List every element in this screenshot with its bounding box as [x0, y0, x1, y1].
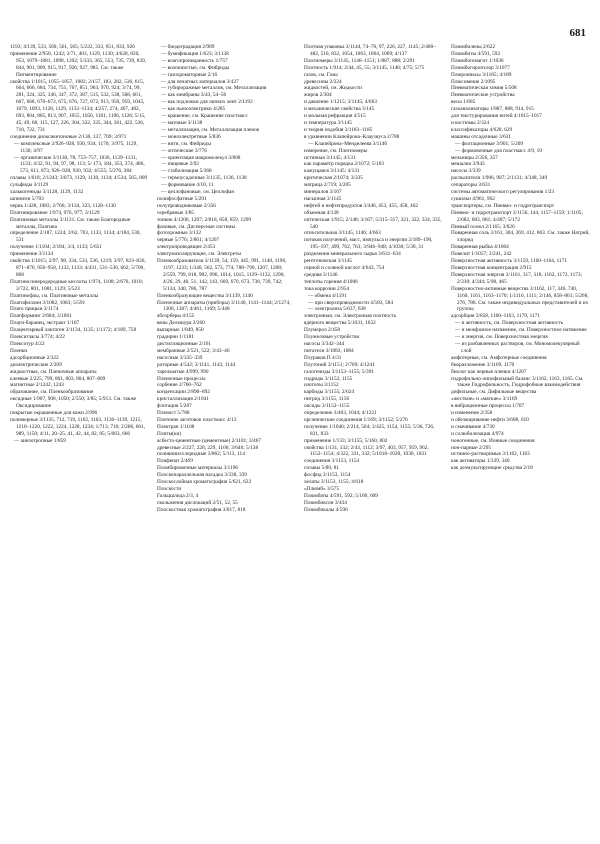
- index-entry: и обезжиривание нефти 3/608, 610: [451, 416, 529, 423]
- index-entry: Поверхностная концентрация 2/915: [451, 265, 532, 271]
- index-entry: соединения 3/1153, 1154: [304, 458, 360, 465]
- index-entry: — нити, см. Фибриды: [161, 140, 211, 147]
- index-column-1: [10, 44, 149, 834]
- index-entry: питатели 3/1083, 1084: [304, 347, 354, 354]
- index-entry: покрытые окрашенные для кожи 2/996: [10, 410, 98, 417]
- index-entry: газов, см. Газы: [304, 71, 338, 78]
- index-entry: Гольцшлида 2/3, 4: [157, 492, 199, 499]
- index-entry: оксидные 1/907, 908, 1050; 2/550; 3/85; 5/913. См. также Оксидирование: [10, 396, 137, 410]
- index-entry: — электролиза 5/637, 638: [308, 306, 366, 313]
- index-entry: — ориентация макромолекул 3/808: [161, 154, 241, 161]
- index-entry: — формовочные для пластмасс 4/9, 10: [455, 147, 542, 154]
- index-entry: и теория подобия 3/1183–1185: [304, 126, 373, 133]
- index-entry: Поваренная соль 3/161, 304, 369, 412, 803. См. также Натрий, хлорид: [451, 230, 590, 244]
- index-entry: применение 3/1134: [10, 251, 54, 258]
- index-entry: электронная, см. Электронная плотность: [304, 313, 397, 320]
- index-entry: биолог как черные пленки 4/1207: [451, 368, 527, 375]
- index-entry: относительная 3/1145, 1146; 4/663: [304, 230, 381, 237]
- index-entry: фосфид 3/1153, 1154: [304, 472, 351, 479]
- index-entry: и температура 3/1145: [304, 119, 352, 126]
- index-entry: Плужеловые устройства: [304, 334, 359, 341]
- index-entry: — как мембраны 3/43, 54–56: [161, 92, 227, 99]
- index-entry: — Клапейрона–Менделеева 3/1146: [308, 140, 388, 147]
- index-entry: магнитные 2/1242, 1243: [10, 382, 64, 389]
- index-entry: кажущаяся 3/1145; 4/131: [304, 168, 360, 175]
- index-entry: — и межфазное натяжение, см. Поверхностное натяжение: [455, 327, 587, 334]
- index-entry: Пломбировочные материалы 3/1196: [157, 465, 239, 472]
- index-entry: серной и соляной кислот 4/643, 754: [304, 265, 385, 271]
- index-entry: жидкостные, см. Пленочные аппараты: [10, 368, 97, 375]
- index-entry: — из разбавленных растворов, см. Мономолекулярный слой: [455, 340, 580, 354]
- index-entry: и давление 1/1215; 3/1145; 4/663: [304, 99, 377, 106]
- index-entry: и смачивание 4/730: [451, 423, 495, 430]
- index-entry: мембранные 2/521, 522; 3/43–46: [157, 347, 230, 354]
- index-entry: и солюбилизация 4/974: [451, 430, 504, 437]
- index-entry: машины отсадочные 3/631: [451, 133, 512, 140]
- index-entry: градирни 1/1181: [157, 334, 194, 341]
- index-entry: сорбение 2/760–762: [157, 382, 202, 389]
- index-entry: измерение, см. Плотномеры: [304, 147, 368, 154]
- index-entry: конденсации 2/890–892: [157, 389, 210, 396]
- index-entry: получение 1/1046; 2/214, 564; 3/425, 1154, 1155; 5/36, 726, 831, 833: [304, 423, 435, 437]
- index-entry: классификаторы 4/628, 629: [451, 126, 513, 133]
- index-entry: — биодеградация 2/989: [161, 44, 215, 50]
- index-entry: Плюмбогиропхлор 3/1077: [451, 64, 510, 71]
- index-entry: вязы Делмиура 3/260: [157, 320, 205, 327]
- index-entry: — газохроматорные 2/16: [161, 71, 218, 78]
- index-entry: Плюмбогемагит 1/1036: [451, 57, 504, 64]
- index-entry: газоанализаторы 1/887, 888, 914, 915: [451, 106, 534, 113]
- index-entry: сплавы 1/618; 2/1243; 3/873, 1129, 1130, 1134; 4/534, 565, 809: [10, 175, 148, 182]
- index-entry: Плексотур 4/22: [10, 340, 45, 347]
- index-entry: Платиносинеродородные кислоты 1/974, 1108; 2/676, 1018; 3/722, 801, 1081, 1129; 5/523: [10, 278, 144, 292]
- index-entry: Плексигласы 3/774; 4/22: [10, 334, 65, 341]
- index-entry: — бумификация 1/623; 3/1138: [161, 50, 229, 57]
- index-entry: древесины 2/224: [304, 78, 342, 85]
- index-entry: — волокнистые, см. Фибриды: [161, 64, 230, 71]
- index-entry: Пленкообразователи 3/1139, 54, 159, 445, 991, 1140, 1196, 1197, 1233; 1/340, 562, 573, 774, 788–790, 1207, 1208; 2/559, 799, 818, 982, 996, 1014, 1015, 1129–1132, 1296; 4/26, 29, 40, 51, 142, 143, 669, 670, 673, 738, 739, 742; 5/134, 340, 786, 787: [157, 258, 287, 292]
- index-entry: истинная 3/1145; 4/131: [304, 154, 356, 161]
- index-entry: Плумерол 2/458: [304, 327, 341, 334]
- index-entry: весы 1/685: [451, 99, 476, 106]
- index-entry: асбесто-цементные (цементные) 2/1101; 3/467: [157, 437, 262, 444]
- index-entry: применение 1/133; 3/1155; 5/160, 802: [304, 437, 388, 444]
- index-entry: и изменение 2/358: [451, 410, 493, 417]
- index-entry: Плутоний 3/1151; 2/769; 4/1241: [304, 361, 375, 368]
- index-entry: полупроводниковые 2/356: [157, 202, 216, 209]
- index-entry: Плюмбиксон 3/434: [304, 499, 347, 506]
- index-entry: насосные 3/335–339: [157, 354, 203, 361]
- index-entry: — обмена 4/1191: [308, 292, 347, 299]
- index-entry: распылители 1/906, 907; 2/1131; 4/348, 349: [451, 175, 548, 182]
- index-entry: — при сверхпроводимости 4/583, 584: [308, 299, 393, 306]
- index-entry: в уравнении Клапейрона–Клаузиуса 2/788: [304, 133, 400, 140]
- index-entry: изотопы 3/1152: [304, 382, 339, 389]
- index-entry: Плаун-баранец, экстракт 1/167: [10, 320, 80, 327]
- index-entry: — как пьезоэлектрики 4/285: [161, 106, 226, 113]
- index-entry: нефтей и нефтепродуктов 3/446, 453, 455, 458, 462: [304, 202, 418, 209]
- index-entry: фазовые, см. Дисперсные системы: [157, 223, 236, 230]
- page-number: 681: [569, 27, 586, 39]
- index-entry: серебряные 3/85: [157, 209, 195, 216]
- index-entry: скольжения дислокаций 2/51, 52, 55: [157, 499, 238, 506]
- index-entry: галогениды 3/1153–1155; 5/391: [304, 368, 374, 375]
- index-entry: оксиды 3/1152–1155: [304, 403, 350, 410]
- index-entry: Плюмбиты 4/591, 592: [451, 50, 501, 57]
- index-entry: теплоты горения 4/1006: [304, 278, 358, 285]
- index-entry: ядерного вещества 5/1031, 1032: [304, 320, 376, 327]
- index-entry: Пневмо- и гидротранспорт 3/1156, 144, 1157–1159; 1/1105; 2/682, 683, 881; 4/487; 5/172: [451, 209, 583, 223]
- index-entry: шпинели 5/703: [10, 195, 44, 202]
- index-entry: жиров 2/304: [304, 92, 332, 99]
- index-entry: мешалки 3/943: [451, 161, 485, 168]
- index-entry: — как подложки для липких лент 2/1192: [161, 99, 253, 106]
- index-entry: Поверхностно-активные вещества 3/1162, 117, 346, 740, 1160, 1161, 1163–1170; 1/1110, 1111; 2/146, 858–861; 5/268, 276, 786. См. также индивидуальных представителей и их группы: [451, 285, 589, 313]
- index-entry: Плектран 1/1108: [157, 423, 195, 430]
- index-entry: истинно-растворимые 3/1162, 1163: [451, 451, 530, 458]
- index-entry: Плураков П 4/31: [304, 354, 342, 361]
- index-entry: «жесткие» и «мягкие» 3/1169: [451, 396, 518, 403]
- index-entry: образование, см. Пленкообразование: [10, 389, 94, 396]
- index-entry: — для печатных материалов 3/437: [161, 78, 239, 85]
- index-entry: черные 5/776; 2/861; 4/1207: [157, 237, 220, 244]
- index-entry: — крашение, см. Крашение пластмасс: [161, 113, 248, 120]
- index-entry: Плато прицыи 3/1174: [10, 306, 59, 313]
- index-entry: нитрид 3/1155, 1156: [304, 396, 350, 403]
- index-entry: средняя 3/1146: [304, 271, 338, 278]
- index-entry: Плюмбикалы 4/596: [304, 506, 348, 513]
- index-entry: тонкие 4/1206, 1207; 2/818, 858, 859, 1299: [157, 216, 252, 223]
- index-entry: — термоусадочные 3/1135, 1136, 1138: [161, 175, 247, 182]
- index-entry: и механические свойства 3/145: [304, 106, 375, 113]
- index-entry: — оптические 3/776: [161, 147, 207, 154]
- index-entry: мельницы 2/356, 357: [451, 154, 498, 161]
- index-entry: для текстурирования нитей 4/1015–1017: [451, 113, 542, 120]
- index-entry: органические соединения 1/169; 3/1152; 5/276: [304, 416, 408, 423]
- index-entry: — влагопроницаемость 1/757: [161, 57, 228, 64]
- index-entry: кристаллизация 2/1041: [157, 396, 209, 403]
- index-entry: насосы 3/342–344: [304, 340, 345, 347]
- index-entry: дифильные, см. Дифильные вещества: [451, 389, 537, 396]
- index-entry: Пленочные аппараты (приборы) 3/1140, 1141–1144; 2/1274, 1306, 1307; 4/461, 1169; 5/448: [157, 299, 291, 313]
- index-entry: тарельчатые 4/999, 990: [157, 368, 209, 375]
- index-entry: абсорберы 4/155: [157, 313, 195, 320]
- index-entry: Плюрониксы 3/1165; 4/189: [451, 71, 512, 78]
- index-entry: поливинилхлоридные 3/862; 5/113, 114: [157, 451, 245, 458]
- index-entry: сульфиды 3/1129: [10, 182, 49, 189]
- index-entry: Плетение заготовок пластмасс 4/13: [157, 416, 237, 423]
- index-entry: и мольная рефракция 4/515: [304, 113, 366, 120]
- index-entry: жидкостей, см. Жидкости: [304, 85, 362, 92]
- index-entry: определение 2/187, 1224; 3/62, 703, 1133, 1134; 4/184, 530, 531: [10, 230, 141, 244]
- index-entry: 1193; 4/139, 533, 560, 561, 565; 5/222, 333, 651, 833, 926: [10, 44, 135, 50]
- index-entry: Плиты(ки): [157, 430, 182, 437]
- index-entry: матрица 2/719; 3/205: [304, 182, 351, 189]
- index-entry: Плоскости: [157, 486, 182, 492]
- index-entry: сплавы 5/80, 81: [304, 465, 339, 472]
- index-entry: Пленки: [10, 347, 28, 354]
- index-entry: Плюмбилены 2/622: [451, 44, 496, 50]
- index-entry: Плотномеры 3/1145, 1146–1151; 1/887, 888; 2/291: [304, 57, 415, 64]
- index-entry: — флотационные 3/901; 5/209: [455, 140, 524, 147]
- index-entry: насыпная 3/1145: [304, 195, 342, 202]
- index-entry: выпарные 1/849, 850: [157, 327, 204, 334]
- index-entry: роторные 4/542; 3/1141, 1143, 1144: [157, 361, 236, 368]
- index-entry: Пневматические устройства: [451, 92, 515, 99]
- index-entry: адсорбция 3/858, 1160–1163, 1170, 1171: [451, 313, 541, 320]
- index-entry: Плюмбаты 4/591, 592; 5/160, 609: [304, 492, 378, 499]
- index-entry: полифосфатные 5/201: [157, 195, 207, 202]
- index-entry: Пневый осмол 2/1165; 3/826: [451, 223, 515, 230]
- index-entry: гидриды 3/1152, 1155: [304, 375, 353, 382]
- index-entry: Плотная упаковка 3/1144, 74–76, 97, 226, 227, 1145; 2/480–482, 510, 832, 1054, 1063, 1064, 1069; 4/137: [304, 44, 436, 57]
- index-entry: свойства 1/1015, 1055–1057, 1082; 2/157, 183, 282, 536, 615, 664, 666, 684, 734, 751, 767, 851, 963, 970, 924; 3/74, 99, 281, 324, 325, 346, 347, 372, 387, 515, 532, 538, 568, 661, 667, 668, 670–672, 675, 676, 727, 872, 913, 950, 959, 1045, 1079, 1093, 1128, 1129, 1132–1134; 4/257, 274, 467, 482, 693, 804, 805, 813, 907, 1055, 1056, 1101, 1106, 1126; 5/15, 45, 49, 68, 115, 127, 226, 304, 332, 335, 344, 361, 422, 536, 710, 722, 731: [10, 78, 146, 133]
- index-entry: Плоскослойная хроматография 5/621, 622: [157, 479, 252, 486]
- index-entry: ион-парные 2/295: [451, 444, 492, 451]
- index-entry: фотохромные 3/132: [157, 230, 202, 237]
- index-entry: флотация 5/207: [157, 403, 192, 410]
- index-entry: — органические 3/1130, 78, 753–757, 1036, 1129–1131, 1133; 4/32, 91, 94, 97, 98, 113; 5/ 173, 184, 353, 374, 486, 573, 611, 873, 926–928, 930, 932; 4/555; 5/276, 384: [14, 154, 145, 175]
- index-entry: Плоскостная хроматография 3/817, 818: [157, 506, 246, 513]
- index-entry: Плифенат 2/469: [157, 458, 193, 465]
- index-entry: оптическая 1/915; 2/148; 3/167; 5/315–317, 321, 322, 334, 335, 540: [304, 216, 442, 230]
- index-entry: Плюсовение 2/1095: [451, 78, 496, 85]
- index-entry: рентгеновская 3/1145: [304, 258, 353, 265]
- index-entry: получение 1/1104; 2/184; 3/4, 1133; 5/651: [10, 244, 102, 251]
- index-entry: ионогенные, см. Ионные соединения: [451, 437, 535, 444]
- index-entry: — формование 4/10, 11: [161, 182, 214, 189]
- index-entry: Пленост 5/788: [157, 410, 190, 417]
- index-entry: Платинирование 1/974, 976, 977; 3/1129: [10, 209, 100, 216]
- index-entry: свойства 1/131, 132; 2/43, 1112; 3/97, 403, 957, 959, 962, 1152–1154; 4/322, 331, 332; 5/1018–1020, 1030, 1031: [304, 444, 429, 458]
- index-entry: как активаторы 1/339, 340: [451, 458, 510, 465]
- index-entry: объемная 4/138: [304, 209, 339, 216]
- index-column-3: [304, 44, 443, 834]
- index-entry: — анизотропные 1/859: [14, 437, 66, 444]
- index-entry: полимерные 3/1135, 712, 719, 1102, 1103, 1136–1139, 1215, 1218–1220, 1222, 1224, 1228, 1234; 1/713, 716; 2/286, 601, 989, 1150; 4/11, 20–25, 41, 42, 44, 82, 85; 5/663, 666: [10, 416, 146, 437]
- index-entry: разделения минерального сырья 3/631–634: [304, 251, 401, 258]
- index-entry: — комплексные 2/926–928, 930, 934, 1170; 3/975, 1129, 1130; 4/97: [14, 140, 138, 154]
- index-entry: системы автоматического регулирования 1/23: [451, 189, 555, 196]
- index-entry: электропроводящие 2/453: [157, 244, 216, 251]
- index-entry: Плоскопараллельная насадка 3/338, 339: [157, 472, 247, 479]
- index-entry: — губироражные металлов, см. Металлизация: [161, 85, 267, 92]
- index-entry: — пищевые 2/92: [161, 161, 199, 168]
- index-entry: сепараторы 3/631: [451, 182, 491, 189]
- index-entry: определение 3/403, 1044; 4/1221: [304, 410, 377, 417]
- index-entry: — стабилизация 5/368: [161, 168, 212, 175]
- index-entry: как деэмульгирующие средства 2/18: [451, 465, 533, 472]
- index-entry: — и активность, см. Поверхностная активность: [455, 320, 564, 327]
- index-entry: диэлектрические 2/209: [10, 361, 62, 368]
- index-columns: [10, 44, 590, 834]
- index-entry: хелаты 3/1153, 1155; 4/618: [304, 479, 364, 486]
- index-entry: Пленочные процессы: [157, 375, 206, 382]
- index-entry: чернь 1/428, 1083; 2/766; 3/134, 323, 1128–1130: [10, 202, 116, 209]
- index-entry: и костюмы 2/324: [451, 119, 490, 126]
- index-entry: дистилляционные 2/161: [157, 340, 212, 347]
- index-entry: потоков излучений, масс, импульса и энергии 2/189–190, 195–197, 499, 762, 763; 3/946–948; 4/1030; 5/30, 31: [304, 237, 433, 251]
- index-entry: адсорбционные 2/322: [10, 354, 59, 361]
- index-column-4: [451, 44, 590, 834]
- index-entry: критическая 2/1074; 3/335: [304, 175, 363, 182]
- index-entry: тока коррозии 2/954: [304, 285, 350, 292]
- index-entry: Поваренная рыбка 4/1004: [451, 244, 509, 251]
- index-entry: Пневматическая химия 5/508: [451, 85, 517, 92]
- index-entry: Плотность 1/914; 2/44, 45, 55; 3/1145, 1146; 4/75; 5/75: [304, 64, 425, 71]
- index-entry: халькогениды 3/1128, 1129, 1132: [10, 189, 84, 196]
- index-entry: клеевые 2/225, 799, 801, 803, 804, 807–809: [10, 375, 106, 382]
- index-entry: Плацентарный лактоген 3/1134, 1135; 1/1172; 4/189, 758: [10, 327, 137, 334]
- index-entry: транспортеры, см. Пневмо- и гидротранспорт: [451, 202, 555, 209]
- index-entry: биоразложение 3/1169, 1170: [451, 361, 515, 368]
- index-entry: Повелит 1/1057; 3/241, 242: [451, 251, 512, 258]
- index-entry: в вибрационные процессы 1/707: [451, 403, 525, 410]
- index-entry: — и энергия, см. Поверхностная энергия: [455, 334, 548, 341]
- index-entry: соединения диоксикетоновые 2/136, 137, 769; 3/971: [10, 133, 127, 140]
- index-entry: применение 2/950, 1242; 3/71, 403, 1129, 1130; 4/628, 820, 953, 1079–1081, 1098, 1202; 5/333, 365, 553, 735, 739, 839, 844, 901, 909, 915, 917, 926, 927, 985. См. также Пигментирование: [10, 50, 147, 78]
- index-entry: амфотерные, см. Амфотерные соединения: [451, 354, 547, 361]
- index-entry: сушилки 4/961, 962: [451, 195, 495, 202]
- index-entry: Платифиллин 3/1082, 1083; 5/591: [10, 299, 86, 306]
- index-entry: «Плюмб» 3/575: [304, 486, 340, 492]
- index-entry: как параметр порядка 2/1072; 5/103: [304, 161, 384, 168]
- index-entry: минералов 3/167: [304, 189, 342, 196]
- index-entry: Поверхностная энергия 3/1161, 317, 318, 1162, 1172, 1173; 2/318; 4/344; 5/98, 465: [451, 271, 583, 285]
- index-entry: карбиды 3/1155; 2/624: [304, 389, 354, 396]
- index-entry: Поверхностная активность 3/1159, 1160–1164, 1171: [451, 258, 567, 265]
- index-entry: Платиновые металлы 3/1131. См. также Благородные металлы, Платина: [10, 216, 131, 230]
- index-entry: свойства 1/1015; 2/97, 98, 334, 533, 536, 1219; 3/97, 823–826, 871–876, 956–958, 1132, 1133; 4/431, 531–536, 662; 5/700, 868: [10, 258, 146, 278]
- index-entry: насосы 3/339: [451, 168, 481, 175]
- index-entry: электроизолирующие, см. Электреты: [157, 251, 241, 258]
- index-column-2: [157, 44, 296, 834]
- index-entry: древесные 2/227, 228, 229, 1166; 3/646; 5/138: [157, 444, 259, 451]
- index-entry: гидрофильно-липофильный баланс 3/1162, 1163, 1165. См. также Гидрофильность, Гидрофобные взаимодействия: [451, 375, 584, 389]
- index-entry: — металлизация, см. Металлизация пленок: [161, 126, 260, 133]
- index-entry: Платинофлы, см. Платиновые металлы: [10, 292, 99, 299]
- index-entry: — целлофановые, см. Целлофан: [161, 189, 235, 196]
- index-entry: — моноэлектретные 5/836: [161, 133, 221, 140]
- index-entry: Платформинг 2/684; 3/1061: [10, 313, 72, 320]
- index-entry: — матовые 3/1138: [161, 119, 203, 126]
- index-entry: Пленкообразующие вещества 3/1139, 1140: [157, 292, 253, 299]
